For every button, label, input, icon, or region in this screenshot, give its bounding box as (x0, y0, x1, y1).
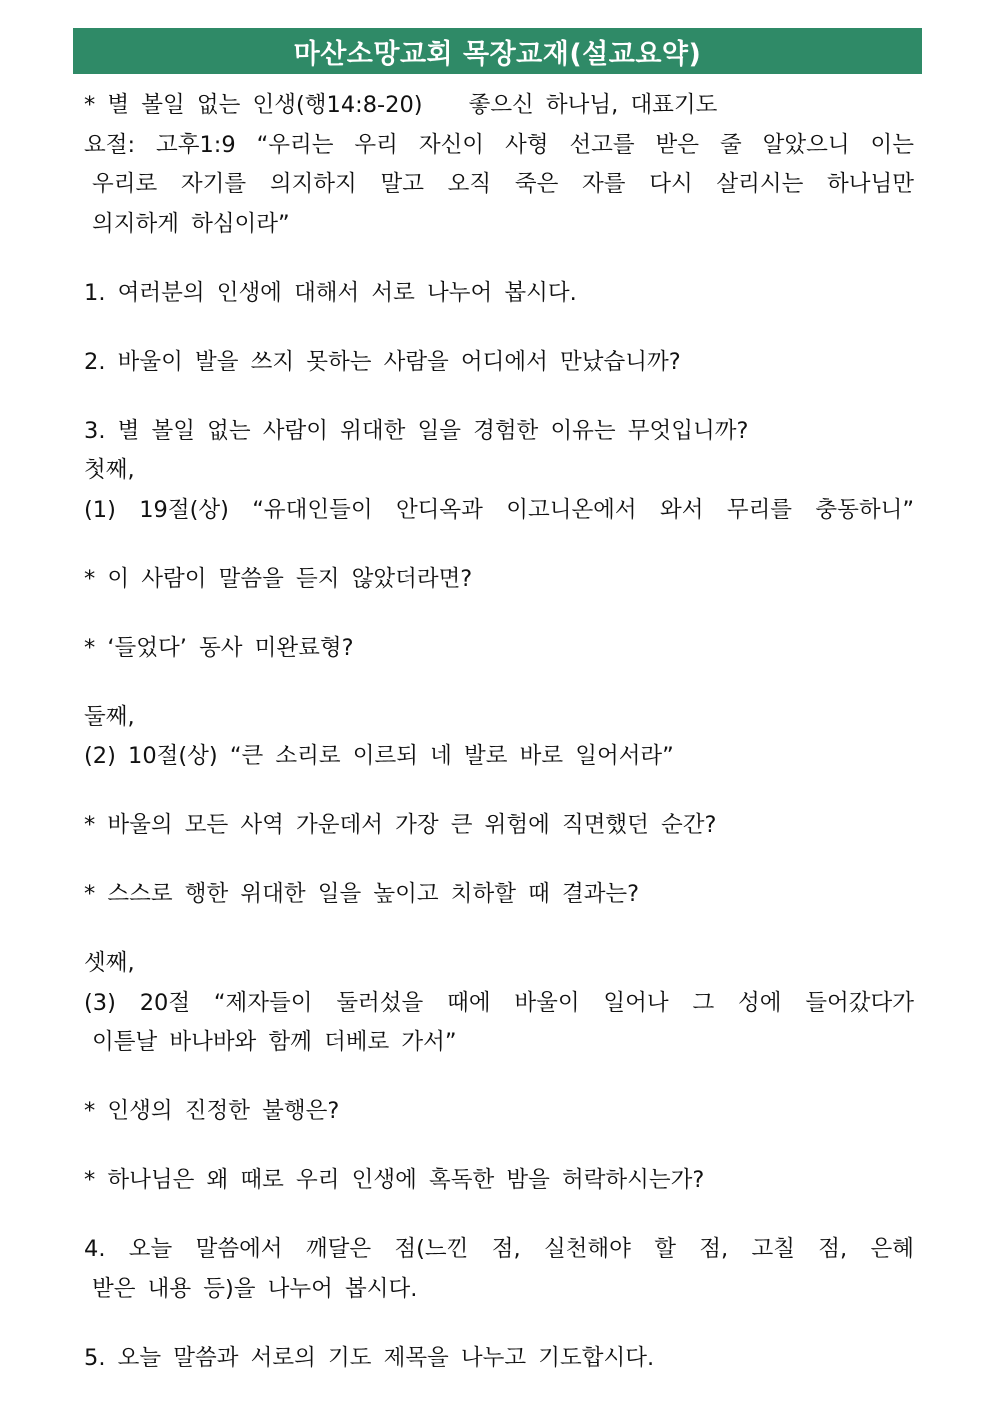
key-verse-line-3: 의지하게 하심이라” (92, 210, 290, 237)
point-3-note-1: * 인생의 진정한 불행은? (84, 1098, 340, 1124)
point-2-note-2: * 스스로 행한 위대한 일을 높이고 치하할 때 결과는? (84, 881, 640, 907)
page-title: 마산소망교회 목장교재(설교요약) (73, 28, 922, 74)
question-4-line-1: 4. 오늘 말씀에서 깨달은 점(느낀 점, 실천해야 할 점, 고칠 점, 은혜 (84, 1236, 914, 1262)
question-3: 3. 별 볼일 없는 사람이 위대한 일을 경험한 이유는 무엇입니까? (84, 417, 749, 444)
key-verse-line-2: 우리로 자기를 의지하지 말고 오직 죽은 자를 다시 살리시는 하나님만 (92, 171, 914, 197)
document-body (84, 86, 914, 1378)
question-4-line-2: 받은 내용 등)을 나누어 봅시다. (92, 1275, 418, 1302)
point-2-verse: (2) 10절(상) “큰 소리로 이르되 네 발로 바로 일어서라” (84, 743, 674, 769)
point-3-note-2: * 하나님은 왜 때로 우리 인생에 혹독한 밤을 허락하시는가? (84, 1167, 705, 1193)
key-verse-line-1: 요절: 고후1:9 “우리는 우리 자신이 사형 선고를 받은 줄 알았으니 이는 (84, 131, 914, 158)
point-2-note-1: * 바울의 모든 사역 가운데서 가장 큰 위험에 직면했던 순간? (84, 812, 717, 838)
question-1: 1. 여러분의 인생에 대해서 서로 나누어 봅시다. (84, 279, 577, 306)
sermon-subtitle: 좋으신 하나님, 대표기도 (468, 92, 718, 118)
sermon-title-line (84, 86, 914, 126)
point-1-note-2: * ‘들었다’ 동사 미완료형? (84, 634, 354, 661)
point-1-note-1: * 이 사람이 말씀을 듣지 않았더라면? (84, 565, 473, 592)
sermon-title: * 별 볼일 없는 인생(행14:8-20) (84, 92, 423, 118)
question-2: 2. 바울이 발을 쓰지 못하는 사람을 어디에서 만났습니까? (84, 348, 681, 375)
point-3-label: 셋째, (84, 950, 135, 976)
point-1-label: 첫째, (84, 457, 135, 483)
point-2-label: 둘째, (84, 703, 135, 730)
point-1-verse: (1) 19절(상) “유대인들이 안디옥과 이고니온에서 와서 무리를 충동하니” (84, 496, 914, 523)
point-3-verse-line-2: 이튿날 바나바와 함께 더베로 가서” (92, 1029, 457, 1055)
point-3-verse-line-1: (3) 20절 “제자들이 둘러섰을 때에 바울이 일어나 그 성에 들어갔다가 (84, 989, 914, 1016)
question-5: 5. 오늘 말씀과 서로의 기도 제목을 나누고 기도합시다. (84, 1344, 655, 1371)
